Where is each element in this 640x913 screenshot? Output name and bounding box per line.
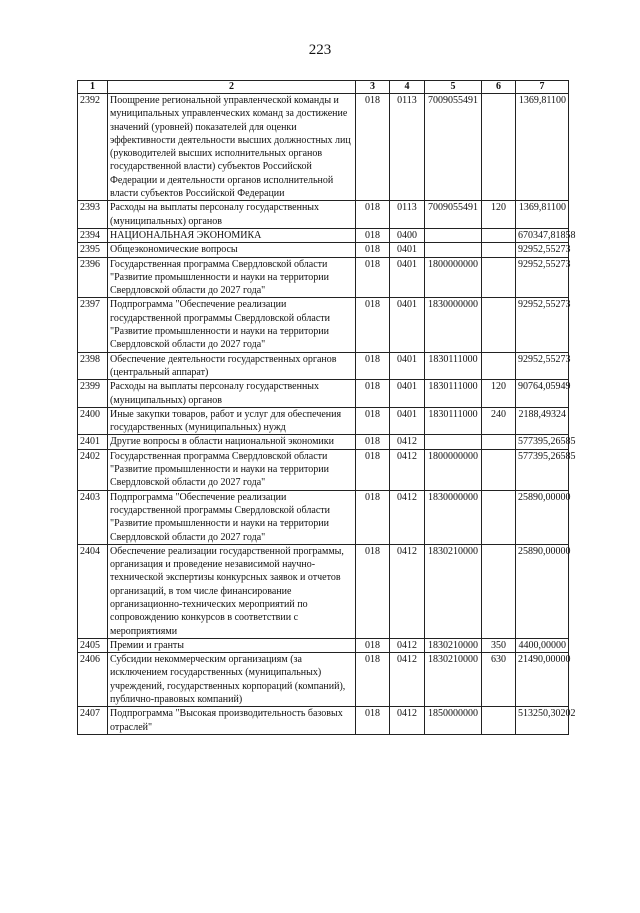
expense-type-code: 350 xyxy=(482,638,516,652)
budget-table xyxy=(77,80,576,735)
row-number: 2397 xyxy=(78,298,108,352)
table-row xyxy=(78,653,569,707)
row-number: 2393 xyxy=(78,201,108,229)
ministry-code: 018 xyxy=(356,228,390,242)
target-article-code: 1830111000 xyxy=(425,352,482,380)
table-row xyxy=(78,257,569,298)
amount: 25890,00000 xyxy=(516,490,569,544)
row-name: Общеэкономические вопросы xyxy=(108,243,356,257)
table-row xyxy=(78,638,569,652)
header-col-1: 1 xyxy=(78,81,108,94)
target-article-code xyxy=(425,243,482,257)
expense-type-code: 120 xyxy=(482,201,516,229)
section-code: 0412 xyxy=(390,435,425,449)
amount: 92952,55273 xyxy=(516,257,569,298)
row-number: 2407 xyxy=(78,707,108,735)
ministry-code: 018 xyxy=(356,298,390,352)
expense-type-code xyxy=(482,449,516,490)
header-col-4: 4 xyxy=(390,81,425,94)
section-code: 0401 xyxy=(390,257,425,298)
row-name: Обеспечение деятельности государственных органов (центральный аппарат) xyxy=(108,352,356,380)
header-col-5: 5 xyxy=(425,81,482,94)
table-row xyxy=(78,94,569,201)
row-number: 2405 xyxy=(78,638,108,652)
row-number: 2404 xyxy=(78,544,108,638)
section-code: 0400 xyxy=(390,228,425,242)
expense-type-code xyxy=(482,707,516,735)
section-code: 0401 xyxy=(390,407,425,435)
table-row xyxy=(78,228,569,242)
amount: 90764,05949 xyxy=(516,380,569,408)
amount: 21490,00000 xyxy=(516,653,569,707)
target-article-code: 1830000000 xyxy=(425,490,482,544)
row-name: Субсидии некоммерческим организациям (за исключением государственных (муниципальных) учреждений, государственных корпораций (компаний), публично-правовых компаний) xyxy=(108,653,356,707)
row-name: Подпрограмма "Обеспечение реализации государственной программы Свердловской области "Развитие промышленности и науки на территории Свердловской области до 2027 года" xyxy=(108,490,356,544)
target-article-code: 7009055491 xyxy=(425,201,482,229)
target-article-code: 1830210000 xyxy=(425,653,482,707)
amount: 670347,81858 xyxy=(516,228,569,242)
table-row xyxy=(78,544,569,638)
section-code: 0113 xyxy=(390,94,425,201)
ministry-code: 018 xyxy=(356,94,390,201)
row-number: 2398 xyxy=(78,352,108,380)
ministry-code: 018 xyxy=(356,257,390,298)
table-row xyxy=(78,435,569,449)
row-name: Расходы на выплаты персоналу государственных (муниципальных) органов xyxy=(108,380,356,408)
target-article-code: 7009055491 xyxy=(425,94,482,201)
section-code: 0401 xyxy=(390,380,425,408)
header-col-3: 3 xyxy=(356,81,390,94)
row-name: Другие вопросы в области национальной экономики xyxy=(108,435,356,449)
expense-type-code xyxy=(482,490,516,544)
ministry-code: 018 xyxy=(356,638,390,652)
row-number: 2400 xyxy=(78,407,108,435)
target-article-code: 1830210000 xyxy=(425,638,482,652)
amount: 4400,00000 xyxy=(516,638,569,652)
table-row xyxy=(78,490,569,544)
amount: 577395,26585 xyxy=(516,435,569,449)
ministry-code: 018 xyxy=(356,352,390,380)
row-name: Иные закупки товаров, работ и услуг для обеспечения государственных (муниципальных) нужд xyxy=(108,407,356,435)
header-row xyxy=(78,81,569,94)
section-code: 0412 xyxy=(390,638,425,652)
page-number: 223 xyxy=(308,42,332,58)
amount: 92952,55273 xyxy=(516,298,569,352)
ministry-code: 018 xyxy=(356,407,390,435)
section-code: 0401 xyxy=(390,352,425,380)
row-number: 2392 xyxy=(78,94,108,201)
target-article-code: 1800000000 xyxy=(425,449,482,490)
expense-type-code xyxy=(482,243,516,257)
header-col-6: 6 xyxy=(482,81,516,94)
row-number: 2395 xyxy=(78,243,108,257)
amount: 1369,81100 xyxy=(516,201,569,229)
row-name: Подпрограмма "Обеспечение реализации государственной программы Свердловской области "Развитие промышленности и науки на территории Свердловской области до 2027 года" xyxy=(108,298,356,352)
row-name: Поощрение региональной управленческой команды и муниципальных управленческих команд за достижение значений (уровней) показателей для оценки эффективности деятельности высших должностных лиц (руководителей высших исполнительных органов государственной власти) субъектов Российской Федерации и деятельности органов исполнительной власти субъектов Российской Федерации xyxy=(108,94,356,201)
target-article-code xyxy=(425,228,482,242)
row-name: Государственная программа Свердловской области "Развитие промышленности и науки на территории Свердловской области до 2027 года" xyxy=(108,257,356,298)
table-row xyxy=(78,298,569,352)
expense-type-code xyxy=(482,435,516,449)
expense-type-code xyxy=(482,257,516,298)
ministry-code: 018 xyxy=(356,544,390,638)
row-number: 2401 xyxy=(78,435,108,449)
ministry-code: 018 xyxy=(356,201,390,229)
target-article-code xyxy=(425,435,482,449)
row-number: 2403 xyxy=(78,490,108,544)
section-code: 0401 xyxy=(390,298,425,352)
row-number: 2406 xyxy=(78,653,108,707)
row-name: Обеспечение реализации государственной программы, организация и проведение независимой научно-технической экспертизы конкурсных заявок и отчетов организаций, в том числе финансирование организационно-технических мероприятий по сопровождению конкурсов в соответствии с мероприятиями xyxy=(108,544,356,638)
table-row xyxy=(78,201,569,229)
expense-type-code xyxy=(482,228,516,242)
amount: 92952,55273 xyxy=(516,352,569,380)
section-code: 0401 xyxy=(390,243,425,257)
expense-type-code: 120 xyxy=(482,380,516,408)
row-name: Государственная программа Свердловской области "Развитие промышленности и науки на территории Свердловской области до 2027 года" xyxy=(108,449,356,490)
amount: 577395,26585 xyxy=(516,449,569,490)
row-number: 2394 xyxy=(78,228,108,242)
ministry-code: 018 xyxy=(356,380,390,408)
section-code: 0412 xyxy=(390,707,425,735)
row-number: 2396 xyxy=(78,257,108,298)
row-name: Расходы на выплаты персоналу государственных (муниципальных) органов xyxy=(108,201,356,229)
section-code: 0113 xyxy=(390,201,425,229)
expense-type-code xyxy=(482,544,516,638)
ministry-code: 018 xyxy=(356,707,390,735)
amount: 1369,81100 xyxy=(516,94,569,201)
row-name: Подпрограмма "Высокая производительность базовых отраслей" xyxy=(108,707,356,735)
row-number: 2399 xyxy=(78,380,108,408)
expense-type-code xyxy=(482,94,516,201)
ministry-code: 018 xyxy=(356,653,390,707)
ministry-code: 018 xyxy=(356,449,390,490)
expense-type-code: 630 xyxy=(482,653,516,707)
table-row xyxy=(78,449,569,490)
amount: 25890,00000 xyxy=(516,544,569,638)
section-code: 0412 xyxy=(390,544,425,638)
target-article-code: 1850000000 xyxy=(425,707,482,735)
target-article-code: 1830111000 xyxy=(425,380,482,408)
target-article-code: 1800000000 xyxy=(425,257,482,298)
target-article-code: 1830111000 xyxy=(425,407,482,435)
ministry-code: 018 xyxy=(356,490,390,544)
table-row xyxy=(78,243,569,257)
expense-type-code xyxy=(482,298,516,352)
header-col-7: 7 xyxy=(516,81,569,94)
header-col-2: 2 xyxy=(108,81,356,94)
amount: 2188,49324 xyxy=(516,407,569,435)
table-row xyxy=(78,407,569,435)
row-name: Премии и гранты xyxy=(108,638,356,652)
table-row xyxy=(78,352,569,380)
row-name: НАЦИОНАЛЬНАЯ ЭКОНОМИКА xyxy=(108,228,356,242)
table-row xyxy=(78,380,569,408)
target-article-code: 1830000000 xyxy=(425,298,482,352)
section-code: 0412 xyxy=(390,653,425,707)
ministry-code: 018 xyxy=(356,435,390,449)
ministry-code: 018 xyxy=(356,243,390,257)
expense-type-code: 240 xyxy=(482,407,516,435)
amount: 513250,30202 xyxy=(516,707,569,735)
amount: 92952,55273 xyxy=(516,243,569,257)
row-number: 2402 xyxy=(78,449,108,490)
table-row xyxy=(78,707,569,735)
section-code: 0412 xyxy=(390,449,425,490)
target-article-code: 1830210000 xyxy=(425,544,482,638)
section-code: 0412 xyxy=(390,490,425,544)
expense-type-code xyxy=(482,352,516,380)
